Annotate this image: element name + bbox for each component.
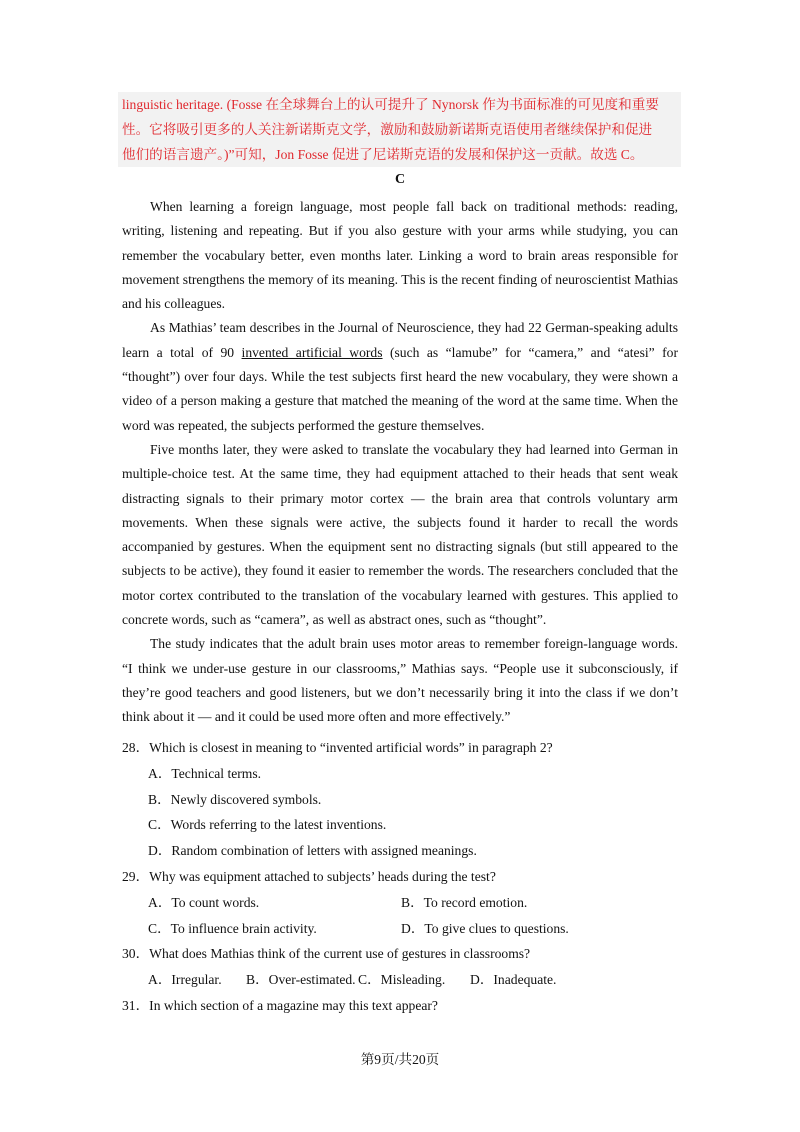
answer-line-1: linguistic heritage. (Fosse 在全球舞台上的认可提升了 Nynorsk 作为书面标准的可见度和重要	[122, 97, 659, 112]
question-28-option-b: B．Newly discovered symbols.	[148, 791, 322, 807]
question-30-option-a: A．Irregular.	[148, 972, 222, 988]
question-30-option-d: D．Inadequate.	[470, 972, 557, 988]
question-28-stem: 28．Which is closest in meaning to “invented artificial words” in paragraph 2?	[122, 740, 553, 755]
question-30-stem: 30．What does Mathias think of the current use of gestures in classrooms?	[122, 946, 531, 962]
question-29-options-row-2	[122, 916, 678, 942]
paragraph-2-rest: (such as “lamube” for “camera,” and “atesi” for “thought”) over four days. While the test subjects first heard the new vocabulary, they were shown a video of a person making a gesture that matched the meaning of the word at the same time. When the word was repeated, the subjects performed the gesture themselves.	[122, 344, 678, 433]
question-30-option-c: C．Misleading.	[358, 972, 446, 988]
passage-paragraph-4: The study indicates that the adult brain uses motor areas to remember foreign-language words. “I think we under-use gesture in our classrooms,” Mathias says. “People use it subconsciously, if they’re good teachers and good listeners, but we don’t necessarily bring it into the class if we don’t think about it — and it could be used more often and more effectively.”	[122, 636, 678, 725]
question-28-option-d: D．Random combination of letters with assigned meanings.	[148, 843, 477, 859]
answer-line-3: 他们的语言遗产。)”可知，Jon Fosse 促进了尼诺斯克语的发展和保护这一贡献。故选 C。	[122, 147, 644, 162]
page-footer: 第9页/共20页	[360, 1052, 440, 1067]
question-30-option-b: B．Over-estimated.	[246, 972, 356, 988]
question-29-option-a: A．To count words.	[148, 894, 260, 910]
passage-paragraph-3: Five months later, they were asked to translate the vocabulary they had learned into German in multiple-choice test. At the same time, they had equipment attached to their heads that sent weak distracting signals to their primary motor cortex — the brain area that controls voluntary arm movements. When these signals were active, the subjects found it harder to recall the words accompanied by gestures. When the equipment sent no distracting signals (but still appeared to the subjects to be active), they found it easier to remember the words. The researchers concluded that the motor cortex contributed to the translation of the vocabulary learned with gestures. This applied to concrete words, such as “camera”, as well as abstract ones, such as “thought”.	[122, 441, 678, 628]
answer-explanation	[118, 92, 681, 167]
question-29-options-row-1	[122, 890, 678, 916]
underlined-phrase: invented artificial words	[241, 344, 383, 360]
answer-line-2: 性。它将吸引更多的人关注新诺斯克文学，激励和鼓励新诺斯克语使用者继续保护和促进	[122, 122, 653, 137]
question-29-option-c: C．To influence brain activity.	[148, 920, 317, 936]
question-29-option-b: B．To record emotion.	[401, 894, 528, 910]
question-30-options-row	[122, 967, 678, 993]
questions-section	[122, 735, 678, 1019]
section-letter: C	[394, 172, 406, 187]
reading-passage	[122, 195, 678, 730]
passage-paragraph-2	[122, 316, 678, 437]
question-28-option-a: A．Technical terms.	[148, 765, 262, 781]
question-29-option-d: D．To give clues to questions.	[401, 920, 569, 936]
paragraph-2-start: As Mathias’ team describes in the Journal of Neuroscience, they had 22 German-speaking adults learn a total of 90	[122, 320, 678, 360]
question-29-stem: 29．Why was equipment attached to subjects’ heads during the test?	[122, 868, 496, 884]
question-31-stem: 31．In which section of a magazine may this text appear?	[122, 997, 438, 1013]
passage-paragraph-1: When learning a foreign language, most people fall back on traditional methods: reading, writing, listening and repeating. But if you also gesture with your arms while studying, you can remember the vocabulary better, even months later. Linking a word to brain areas responsible for movement strengthens the memory of its meaning. This is the recent finding of neuroscientist Mathias and his colleagues.	[122, 199, 678, 312]
question-28-option-c: C．Words referring to the latest inventions.	[148, 817, 387, 833]
